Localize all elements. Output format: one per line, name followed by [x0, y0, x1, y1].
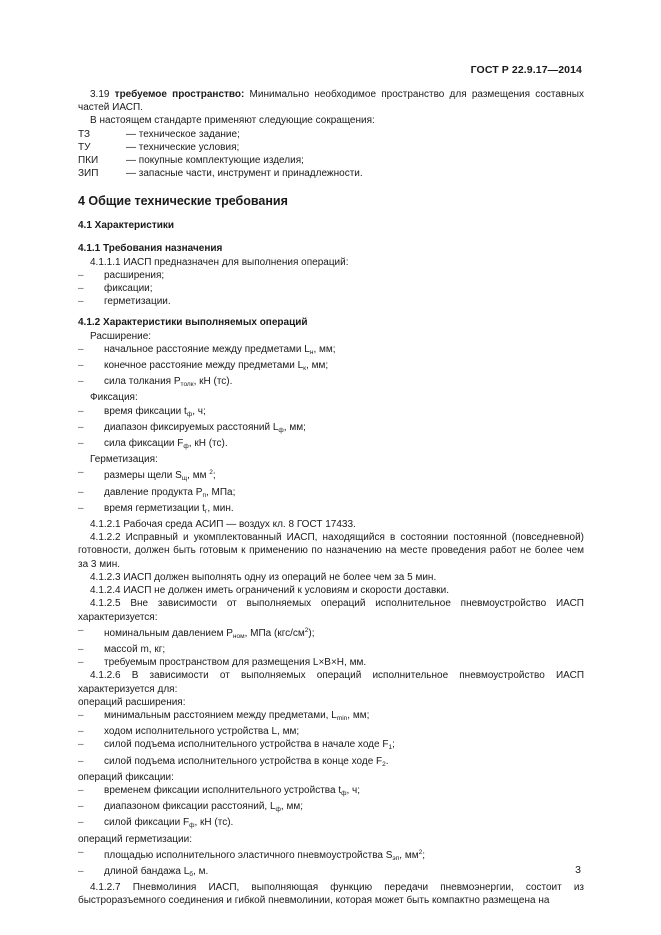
clause-number: 3.19 — [90, 89, 115, 100]
list-item-text: размеры щели $S_щ$, мм $^2$; — [104, 469, 216, 483]
abbreviation-key: ТЗ — [78, 128, 91, 140]
abbreviation-key: ЗИП — [78, 168, 99, 180]
section-4-title: 4 Общие технические требования — [78, 194, 288, 209]
list-item-text: начальное расстояние между предметами $L_н$, мм; — [104, 343, 336, 356]
list-item — [78, 846, 584, 865]
fixation-label: Фиксация: — [90, 392, 138, 404]
dash-bullet: – — [78, 376, 84, 388]
list-item — [78, 709, 584, 725]
abbreviation-key: ТУ — [78, 141, 91, 153]
dash-bullet: – — [78, 438, 84, 450]
fixation-ops-label: операций фиксации: — [78, 771, 174, 783]
dash-bullet: – — [78, 486, 84, 498]
dash-bullet: – — [78, 709, 84, 721]
dash-bullet: – — [78, 801, 84, 813]
section-4-1-title: 4.1 Характеристики — [78, 220, 175, 232]
clause-4-1-1-1: 4.1.1.1 ИАСП предназначен для выполнения операций: — [90, 256, 349, 268]
clause-4-1-2-7: 4.1.2.7 Пневмолиния ИАСП, выполняющая функцию передачи пневмоэнергии, состоит из быстроразъемного соединения и гибкой пневмолинии, которая может быть компактно размещена на — [78, 882, 584, 907]
expansion-ops-label: операций расширения: — [78, 696, 186, 708]
definition-text: Минимально необходимое пространство для размещения составных частей ИАСП. — [78, 89, 584, 114]
list-item — [78, 656, 584, 669]
term: требуемое пространство: — [114, 89, 245, 100]
list-item — [78, 738, 584, 754]
list-item — [78, 282, 584, 295]
list-item — [78, 784, 584, 800]
list-item — [78, 375, 584, 391]
abbreviation-value: — запасные части, инструмент и принадлежности. — [126, 168, 363, 180]
list-item — [78, 800, 584, 816]
list-item — [78, 624, 584, 643]
section-4-1-1-title: 4.1.1 Требования назначения — [78, 243, 223, 255]
list-item-text: сила толкания $P_{толк}$, кН (тс). — [104, 376, 233, 389]
abbreviation-row — [78, 154, 584, 167]
dash-bullet: – — [78, 269, 84, 281]
abbreviation-value: — покупные комплектующие изделия; — [126, 155, 304, 167]
abbreviation-key: ПКИ — [78, 155, 99, 167]
dash-bullet: – — [78, 405, 84, 417]
sealing-ops-label: операций герметизации: — [78, 833, 192, 845]
clause-4-1-2-4: 4.1.2.4 ИАСП не должен иметь ограничений к условиям и скорости доставки. — [90, 585, 450, 597]
clause-4-1-2-3: 4.1.2.3 ИАСП должен выполнять одну из операций не более чем за 5 мин. — [90, 571, 437, 583]
list-item-text: диапазоном фиксации расстояний, $L_ф$, мм; — [104, 801, 303, 814]
dash-bullet: – — [78, 643, 84, 655]
list-item — [78, 359, 584, 375]
page-content — [78, 88, 584, 908]
list-item — [78, 343, 584, 359]
abbreviation-row — [78, 128, 584, 141]
abbreviation-value: — технические условия; — [126, 141, 240, 153]
list-item-text: силой подъема исполнительного устройства в начале ходе $F_1$; — [104, 739, 395, 752]
list-item — [78, 643, 584, 656]
list-item — [78, 755, 584, 771]
list-item-text: конечное расстояние между предметами $L_к$, мм; — [104, 360, 329, 373]
list-item — [78, 486, 584, 502]
list-item — [78, 865, 584, 881]
list-item-text: минимальным расстоянием между предметами, $L_{min}$, мм; — [104, 709, 370, 722]
list-item — [78, 502, 584, 518]
dash-bullet: – — [78, 817, 84, 829]
list-item — [78, 405, 584, 421]
list-item-text: массой m, кг; — [104, 643, 166, 655]
list-item-text: силой подъема исполнительного устройства в конце ходе $F_2$. — [104, 755, 389, 768]
expansion-label: Расширение: — [90, 330, 152, 342]
list-item-text: герметизации. — [104, 296, 171, 308]
list-item — [78, 816, 584, 832]
clause-4-1-2-2: 4.1.2.2 Исправный и укомплектованный ИАСП, находящийся в состоянии постоянной (повседневной) готовности, должен быть готовым к применению по назначению на месте проведения работ не более чем за 3 мин. — [78, 532, 584, 570]
dash-bullet: – — [78, 846, 84, 858]
list-item — [78, 437, 584, 453]
dash-bullet: – — [78, 755, 84, 767]
dash-bullet: – — [78, 624, 84, 636]
list-item-text: ходом исполнительного устройства L, мм; — [104, 726, 300, 738]
list-item-text: время герметизации $t_г$, мин. — [104, 502, 234, 515]
list-item-text: силой фиксации $F_ф$, кН (тс). — [104, 817, 234, 830]
list-item-text: временем фиксации исполнительного устройства $t_ф$, ч; — [104, 784, 361, 797]
list-item — [78, 269, 584, 282]
dash-bullet: – — [78, 657, 84, 669]
clause-4-1-2-1: 4.1.2.1 Рабочая среда АСИП — воздух кл. 8 ГОСТ 17433. — [90, 519, 356, 531]
dash-bullet: – — [78, 421, 84, 433]
definition-3-19 — [78, 88, 584, 114]
dash-bullet: – — [78, 296, 84, 308]
list-item-text: время фиксации $t_ф$, ч; — [104, 405, 206, 418]
dash-bullet: – — [78, 739, 84, 751]
list-item-text: расширения; — [104, 269, 165, 281]
dash-bullet: – — [78, 283, 84, 295]
clause-4-1-2-6: 4.1.2.6 В зависимости от выполняемых операций исполнительное пневмоустройство ИАСП характеризуется для: — [78, 670, 584, 695]
dash-bullet: – — [78, 502, 84, 514]
abbreviation-row — [78, 167, 584, 180]
standard-code: ГОСТ Р 22.9.17—2014 — [470, 64, 582, 76]
abbreviation-row — [78, 141, 584, 154]
page-number: 3 — [575, 864, 581, 876]
dash-bullet: – — [78, 726, 84, 738]
dash-bullet: – — [78, 360, 84, 372]
list-item-text: номинальным давлением $P_{ном}$, МПа $(кгс/см^2)$; — [104, 626, 315, 640]
list-item-text: сила фиксации $F_ф$, кН (тс). — [104, 438, 228, 451]
dash-bullet: – — [78, 343, 84, 355]
list-item — [78, 421, 584, 437]
list-item-text: длиной бандажа $L_б$, м. — [104, 865, 209, 878]
sealing-label: Герметизация: — [90, 454, 158, 466]
dash-bullet: – — [78, 467, 84, 479]
abbreviations-intro: В настоящем стандарте применяют следующие сокращения: — [90, 115, 375, 127]
dash-bullet: – — [78, 865, 84, 877]
list-item-text: площадью исполнительного эластичного пневмоустройства $S_{эп}$, $мм^2$; — [104, 848, 425, 862]
list-item-text: требуемым пространством для размещения L×B×H, мм. — [104, 657, 367, 669]
abbreviation-value: — техническое задание; — [126, 128, 240, 140]
list-item-text: давление продукта $P_п$, МПа; — [104, 486, 236, 499]
list-item-text: фиксации; — [104, 283, 153, 295]
list-item — [78, 725, 584, 738]
list-item — [78, 295, 584, 308]
list-item-text: диапазон фиксируемых расстояний $L_ф$, мм; — [104, 421, 306, 434]
list-item — [78, 466, 584, 485]
dash-bullet: – — [78, 784, 84, 796]
clause-4-1-2-5: 4.1.2.5 Вне зависимости от выполняемых операций исполнительное пневмоустройство ИАСП характеризуется: — [78, 598, 584, 623]
section-4-1-2-title: 4.1.2 Характеристики выполняемых операций — [78, 317, 308, 329]
